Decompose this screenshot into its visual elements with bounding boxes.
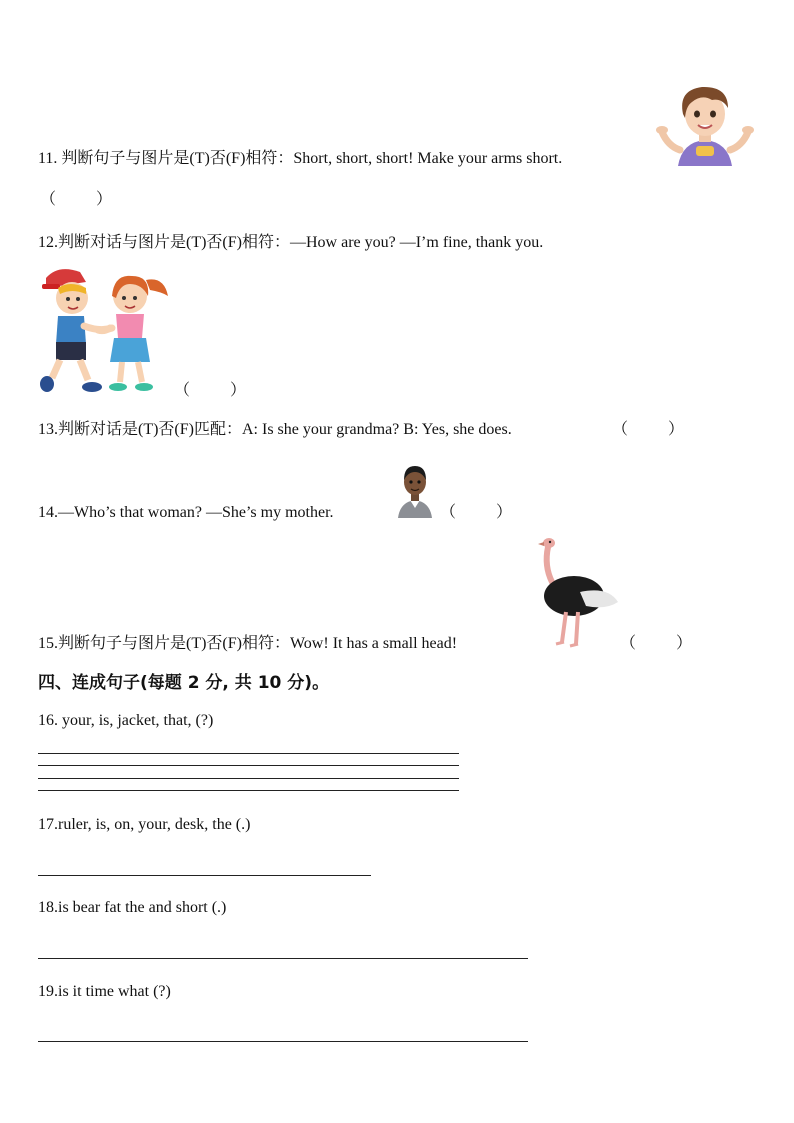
boy-shrugging-image — [656, 84, 754, 166]
question-16-writing-line-1[interactable] — [38, 753, 459, 754]
man-avatar-image — [396, 462, 434, 518]
question-18-text: 18.is bear fat the and short (.) — [38, 899, 227, 916]
question-16-text: 16. your, is, jacket, that, (?) — [38, 712, 214, 729]
section-4-heading: 四、连成句子(每题 2 分, 共 10 分)。 — [38, 673, 330, 693]
question-15-text: 15.判断句子与图片是(T)否(F)相符：Wow! It has a small head! — [38, 635, 458, 652]
question-19-text: 19.is it time what (?) — [38, 983, 171, 1000]
question-13-answer-box[interactable]: （ ） — [612, 421, 685, 438]
question-14-text: 14.—Who’s that woman? —She’s my mother. — [38, 504, 334, 521]
question-12-answer-box[interactable]: （ ） — [174, 382, 247, 399]
question-14-answer-box[interactable]: （ ） — [440, 504, 513, 521]
question-17-text: 17.ruler, is, on, your, desk, the (.) — [38, 816, 251, 833]
question-11-answer-box[interactable]: （ ） — [40, 191, 113, 208]
question-16-writing-line-2[interactable] — [38, 765, 459, 766]
question-17-writing-line[interactable] — [38, 875, 371, 876]
question-15-answer-box[interactable]: （ ） — [620, 635, 693, 652]
question-16-writing-line-3[interactable] — [38, 778, 459, 779]
ostrich-image — [536, 536, 620, 650]
question-18-writing-line[interactable] — [38, 958, 528, 959]
question-16-writing-line-4[interactable] — [38, 790, 459, 791]
kids-holding-hands-image — [38, 266, 174, 398]
question-11-text: 11. 判断句子与图片是(T)否(F)相符：Short, short, short! Make your arms short. — [38, 150, 563, 167]
question-12-text: 12.判断对话与图片是(T)否(F)相符：—How are you? —I’m fine, thank you. — [38, 234, 544, 251]
question-19-writing-line[interactable] — [38, 1041, 528, 1042]
question-13-text: 13.判断对话是(T)否(F)匹配：A: Is she your grandma? B: Yes, she does. — [38, 421, 512, 438]
